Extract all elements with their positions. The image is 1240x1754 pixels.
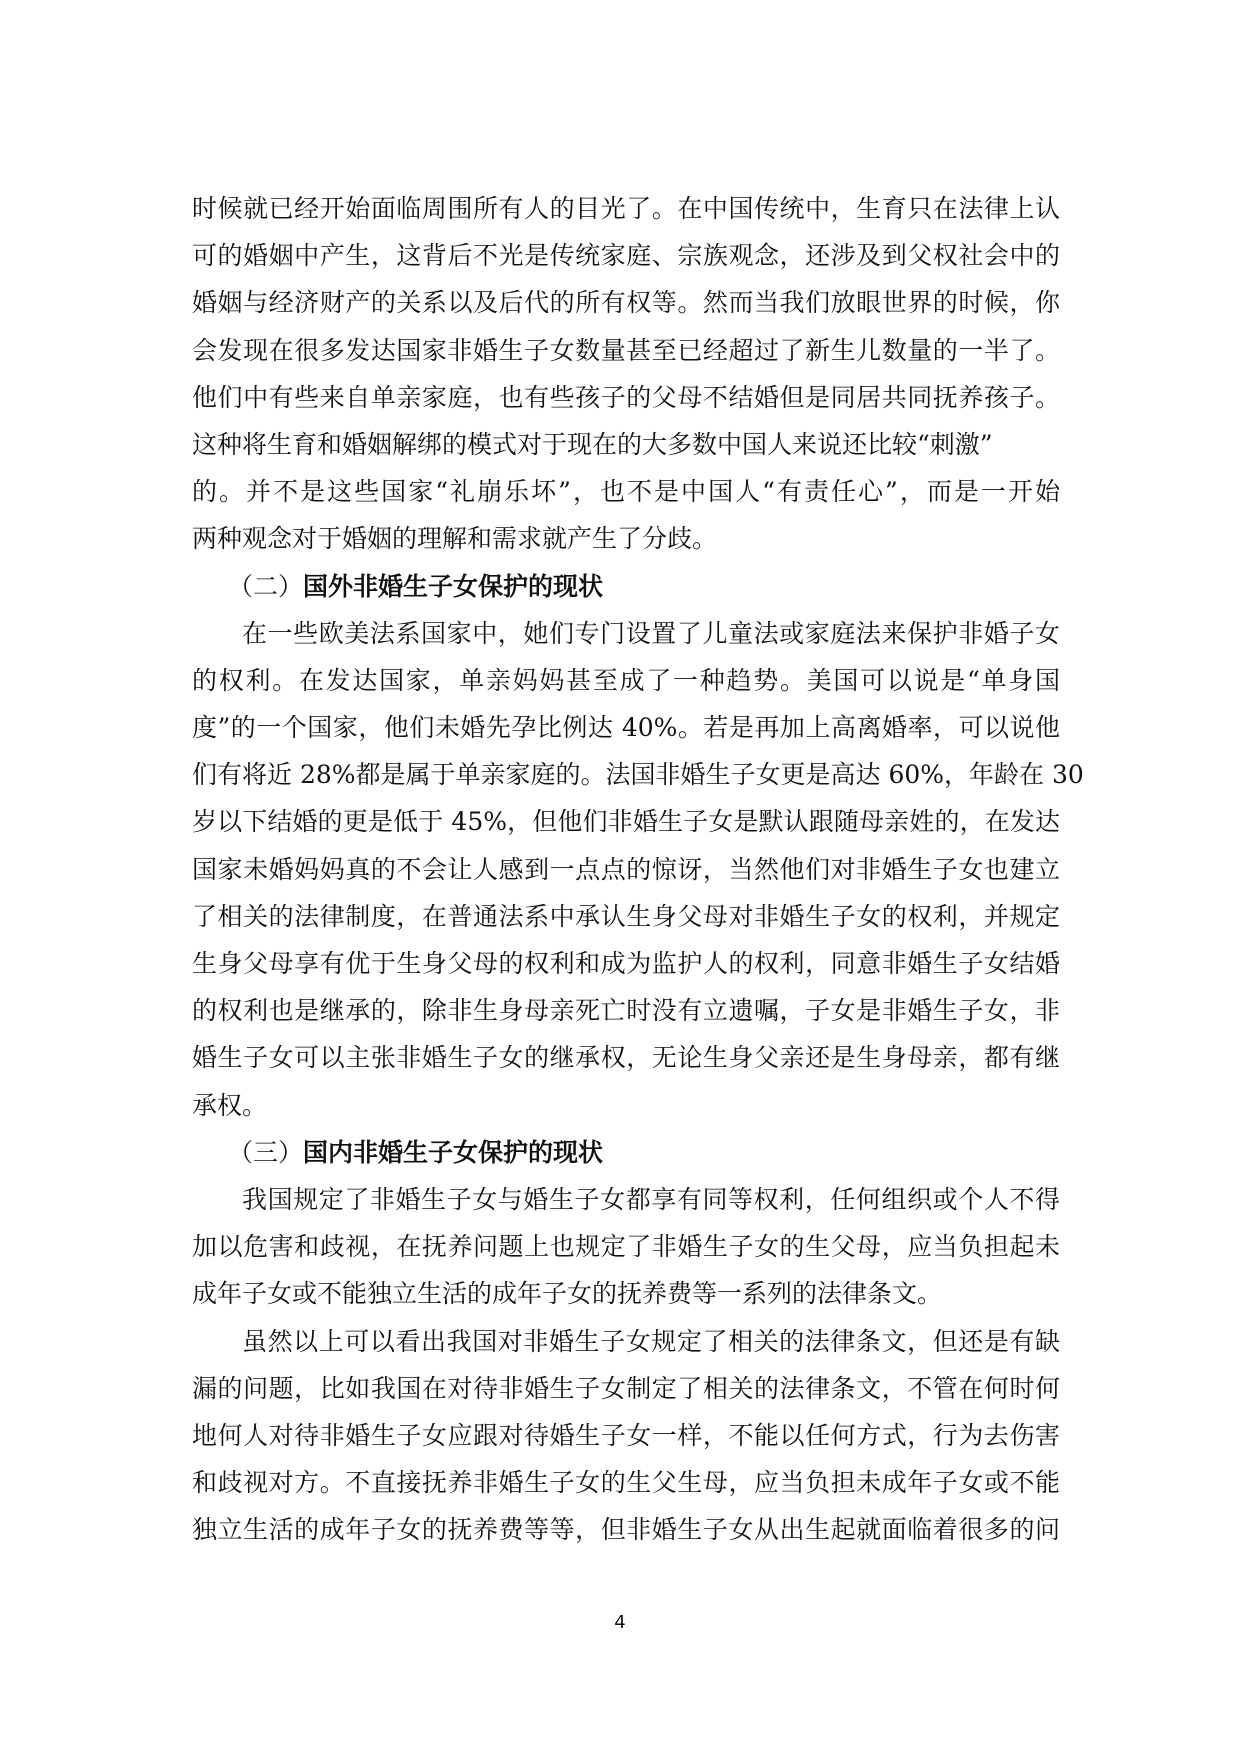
- text-line: 漏的问题，比如我国在对待非婚生子女制定了相关的法律条文，不管在何时何: [192, 1373, 1060, 1403]
- section-title: 国内非婚生子女保护的现状: [303, 1137, 604, 1167]
- text-line: 和歧视对方。不直接抚养非婚生子女的生父生母，应当负担未成年子女或不能: [192, 1468, 1060, 1498]
- section-heading: [192, 563, 1060, 610]
- text-line: 的。并不是这些国家“礼崩乐坏”，也不是中国人“有责任心”，而是一开始: [192, 477, 1060, 507]
- text-line: 他们中有些来自单亲家庭，也有些孩子的父母不结婚但是同居共同抚养孩子。: [192, 382, 1060, 412]
- text-line: 婚生子女可以主张非婚生子女的继承权，无论生身父亲还是生身母亲，都有继: [192, 1043, 1060, 1073]
- text-line: 这种将生育和婚姻解绑的模式对于现在的大多数中国人来说还比较“刺激”: [192, 429, 993, 459]
- section-number: （三）: [228, 1137, 304, 1167]
- text-line: 会发现在很多发达国家非婚生子女数量甚至已经超过了新生儿数量的一半了。: [192, 335, 1060, 365]
- text-line: 两种观念对于婚姻的理解和需求就产生了分歧。: [192, 524, 718, 554]
- text-line: 成年子女或不能独立生活的成年子女的抚养费等一系列的法律条文。: [192, 1279, 943, 1309]
- page-number: 4: [614, 1612, 626, 1633]
- document-body: [192, 185, 1084, 1553]
- paragraph: [192, 185, 1060, 563]
- section-heading: [192, 1129, 1060, 1176]
- text-line: 虽然以上可以看出我国对非婚生子女规定了相关的法律条文，但还是有缺: [242, 1326, 1060, 1356]
- text-line: 承权。: [192, 1090, 268, 1120]
- text-line: 我国规定了非婚生子女与婚生子女都享有同等权利，任何组织或个人不得: [242, 1184, 1060, 1214]
- paragraph: [192, 1318, 1060, 1554]
- section-title: 国外非婚生子女保护的现状: [303, 571, 604, 601]
- text-line: 加以危害和歧视，在抚养问题上也规定了非婚生子女的生父母，应当负担起未: [192, 1232, 1060, 1262]
- text-line: 国家未婚妈妈真的不会让人感到一点点的惊讶，当然他们对非婚生子女也建立: [192, 854, 1060, 884]
- paragraph: [192, 1176, 1060, 1318]
- text-line: 了相关的法律制度，在普通法系中承认生身父母对非婚生子女的权利，并规定: [192, 901, 1060, 931]
- section-number: （二）: [228, 571, 304, 601]
- text-line: 的权利。在发达国家，单亲妈妈甚至成了一种趋势。美国可以说是“单身国: [192, 665, 1060, 695]
- text-line: 度”的一个国家，他们未婚先孕比例达 40%。若是再加上高离婚率，可以说他: [192, 713, 1060, 743]
- text-line: 生身父母享有优于生身父母的权利和成为监护人的权利，同意非婚生子女结婚: [192, 949, 1060, 978]
- text-line: 婚姻与经济财产的关系以及后代的所有权等。然而当我们放眼世界的时候，你: [192, 288, 1060, 318]
- paragraph: [192, 610, 1084, 1129]
- text-line: 岁以下结婚的更是低于 45%，但他们非婚生子女是默认跟随母亲姓的，在发达: [192, 807, 1060, 837]
- text-line: 时候就已经开始面临周围所有人的目光了。在中国传统中，生育只在法律上认: [192, 194, 1060, 223]
- text-line: 们有将近 28%都是属于单亲家庭的。法国非婚生子女更是高达 60%，年龄在 30: [192, 760, 1084, 790]
- text-line: 地何人对待非婚生子女应跟对待婚生子女一样，不能以任何方式，行为去伤害: [192, 1420, 1060, 1450]
- text-line: 的权利也是继承的，除非生身母亲死亡时没有立遗嘱，子女是非婚生子女，非: [192, 996, 1060, 1026]
- text-line: 独立生活的成年子女的抚养费等等，但非婚生子女从出生起就面临着很多的问: [192, 1515, 1060, 1545]
- text-line: 可的婚姻中产生，这背后不光是传统家庭、宗族观念，还涉及到父权社会中的: [192, 241, 1060, 271]
- text-line: 在一些欧美法系国家中，她们专门设置了儿童法或家庭法来保护非婚子女: [242, 618, 1060, 648]
